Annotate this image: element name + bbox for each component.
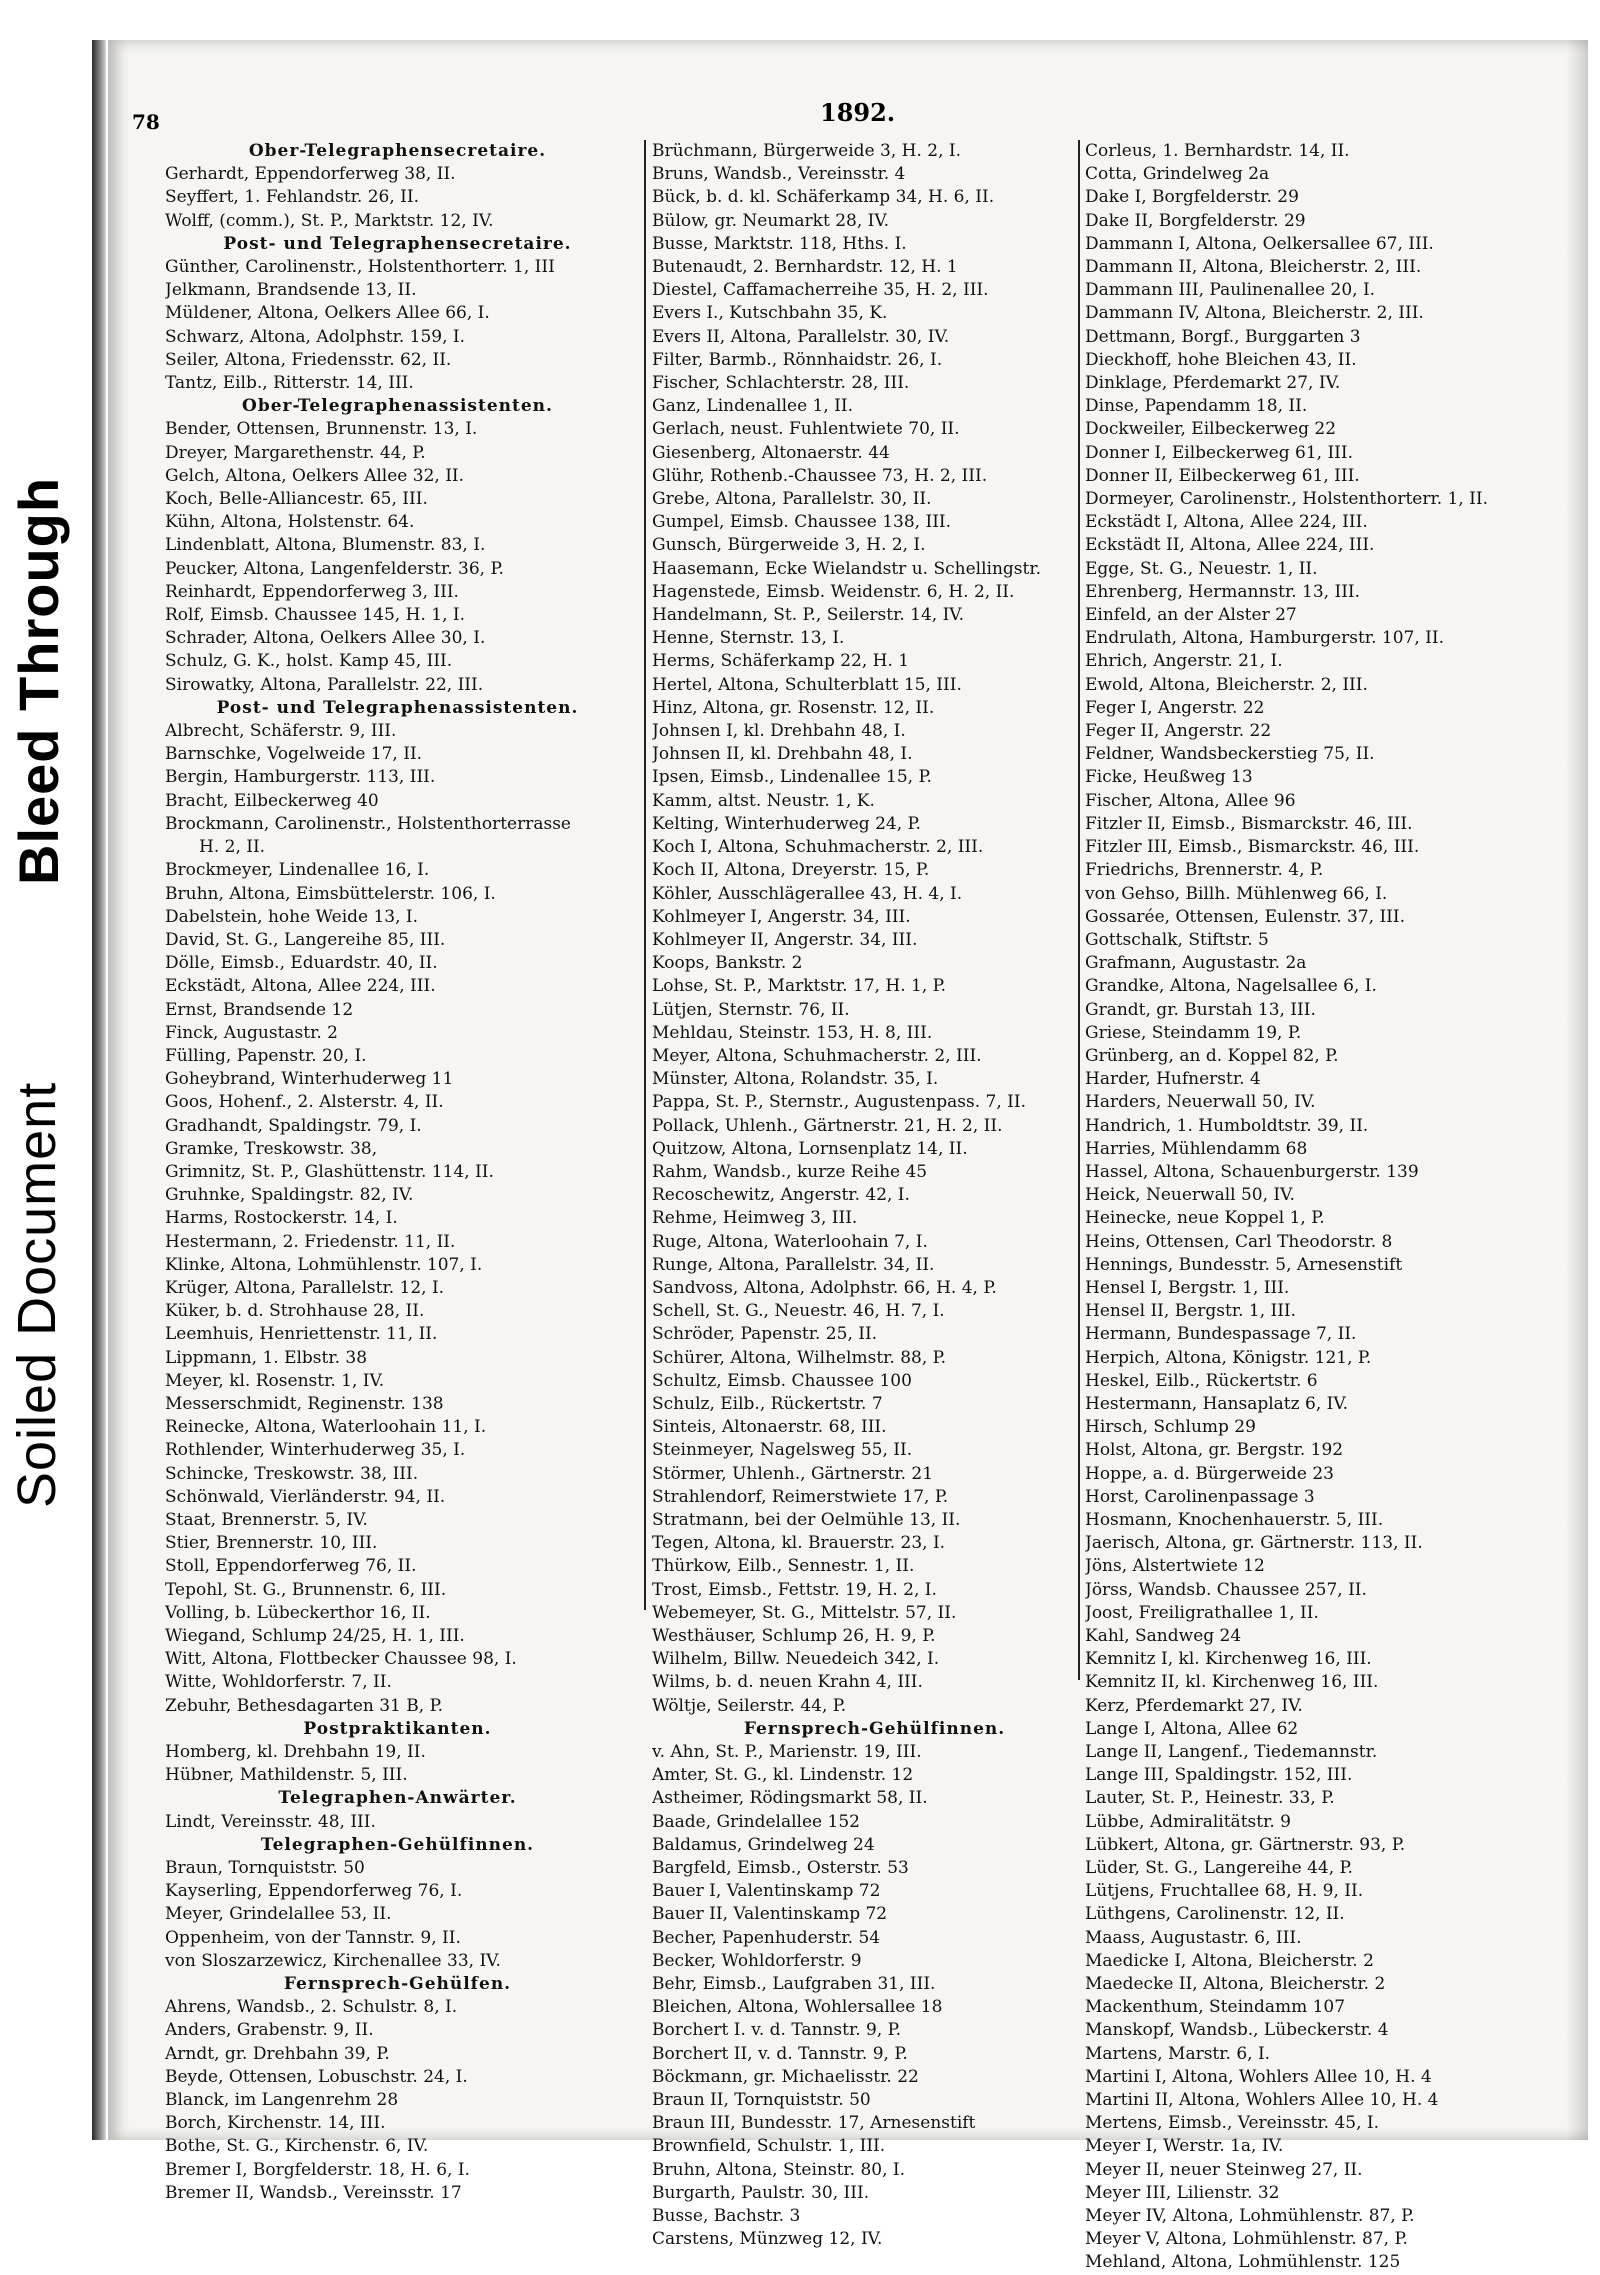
directory-entry: Meyer, Grindelallee 53, II. [165,1904,392,1925]
directory-entry: Messerschmidt, Reginenstr. 138 [165,1393,444,1414]
directory-entry: Busse, Marktstr. 118, Hths. I. [652,233,907,254]
directory-entry: Finck, Augustastr. 2 [165,1022,338,1043]
directory-entry: Koch I, Altona, Schuhmacherstr. 2, III. [652,837,984,858]
directory-entry: Dormeyer, Carolinenstr., Holstenthorterr. 1, II. [1085,489,1489,510]
directory-entry: Herms, Schäferkamp 22, H. 1 [652,651,910,672]
directory-entry: Bremer I, Borgfelderstr. 18, H. 6, I. [165,2159,470,2180]
directory-entry: Brownfield, Schulstr. 1, III. [652,2136,886,2157]
directory-entry: Störmer, Uhlenh., Gärtnerstr. 21 [652,1463,934,1484]
directory-entry: Steinmeyer, Nagelsweg 55, II. [652,1440,913,1461]
directory-entry: Hübner, Mathildenstr. 5, III. [165,1765,408,1786]
directory-entry: Handelmann, St. P., Seilerstr. 14, IV. [652,605,964,626]
directory-entry: Wöltje, Seilerstr. 44, P. [652,1695,847,1716]
directory-entry: Einfeld, an der Alster 27 [1085,605,1297,626]
section-heading: Telegraphen-Anwärter. [278,1788,517,1809]
section-heading: Ober-Telegraphensecretaire. [248,141,547,161]
directory-entry: Grandke, Altona, Nagelsallee 6, I. [1085,976,1377,997]
directory-entry: Thürkow, Eilb., Sennestr. 1, II. [652,1556,915,1577]
directory-entry: Rolf, Eimsb. Chaussee 145, H. 1, I. [165,605,465,626]
directory-entry: Harder, Hufnerstr. 4 [1085,1069,1261,1090]
directory-entry: Braun II, Tornquiststr. 50 [652,2090,871,2111]
directory-entry: Gossarée, Ottensen, Eulenstr. 37, III. [1085,906,1406,927]
directory-entry-continuation: H. 2, II. [199,837,266,858]
directory-entry: Jaerisch, Altona, gr. Gärtnerstr. 113, II. [1085,1533,1423,1554]
directory-entry: Haasemann, Ecke Wielandstr u. Schellingstr. [652,558,1041,579]
directory-entry: Lübbe, Admiralitätstr. 9 [1085,1811,1291,1832]
directory-entry: Trost, Eimsb., Fettstr. 19, H. 2, I. [652,1579,937,1600]
directory-entry: Dammann IV, Altona, Bleicherstr. 2, III. [1085,303,1424,324]
directory-entry: Schincke, Treskowstr. 38, III. [165,1463,419,1484]
directory-entry: Bülow, gr. Neumarkt 28, IV. [652,210,890,231]
directory-entry: Becker, Wohldorferstr. 9 [652,1950,862,1971]
directory-entry: Meyer, Altona, Schuhmacherstr. 2, III. [652,1045,982,1066]
directory-entry: Kohlmeyer II, Angerstr. 34, III. [652,929,918,950]
directory-entry: Meyer V, Altona, Lohmühlenstr. 87, P. [1085,2229,1408,2250]
directory-entry: Hermann, Bundespassage 7, II. [1085,1324,1357,1345]
directory-entry: Hinz, Altona, gr. Rosenstr. 12, II. [652,697,935,718]
directory-entry: Hagenstede, Eimsb. Weidenstr. 6, H. 2, II. [652,581,1015,602]
directory-entry: Heinecke, neue Koppel 1, P. [1085,1208,1325,1229]
directory-entry: Feldner, Wandsbeckerstieg 75, II. [1085,744,1375,765]
directory-entry: Diestel, Caffamacherreihe 35, H. 2, III. [652,280,989,301]
directory-entry: Lübkert, Altona, gr. Gärtnerstr. 93, P. [1085,1834,1406,1855]
directory-entry: Dieckhoff, hohe Bleichen 43, II. [1085,349,1357,370]
directory-entry: Gramke, Treskowstr. 38, [165,1138,378,1159]
directory-entry: Johnsen II, kl. Drehbahn 48, I. [652,744,913,765]
directory-entry: Heins, Ottensen, Carl Theodorstr. 8 [1085,1231,1393,1252]
directory-entry: Schrader, Altona, Oelkers Allee 30, I. [165,628,486,649]
directory-entry: Meyer, kl. Rosenstr. 1, IV. [165,1370,385,1391]
directory-entry: Klinke, Altona, Lohmühlenstr. 107, I. [165,1254,483,1275]
directory-entry: Lüthgens, Carolinenstr. 12, II. [1085,1904,1345,1925]
directory-entry: Mehland, Altona, Lohmühlenstr. 125 [1085,2252,1401,2273]
directory-entry: Horst, Carolinenpassage 3 [1085,1486,1315,1507]
directory-entry: Griese, Steindamm 19, P. [1085,1022,1302,1043]
directory-entry: Mehldau, Steinstr. 153, H. 8, III. [652,1022,933,1043]
column-rule-1 [644,140,646,1610]
directory-entry: von Sloszarzewicz, Kirchenallee 33, IV. [165,1950,501,1971]
page-year: 1892. [820,98,896,127]
directory-entry: Dammann II, Altona, Bleicherstr. 2, III. [1085,257,1422,278]
directory-entry: Braun III, Bundesstr. 17, Arnesenstift [652,2113,976,2134]
directory-entry: Bothe, St. G., Kirchenstr. 6, IV. [165,2136,429,2157]
directory-entry: Stier, Brennerstr. 10, III. [165,1533,378,1554]
directory-entry: Sandvoss, Altona, Adolphstr. 66, H. 4, P. [652,1277,997,1298]
directory-entry: Eckstädt, Altona, Allee 224, III. [165,976,436,997]
directory-entry: Egge, St. G., Neuestr. 1, II. [1085,558,1318,579]
directory-entry: Dockweiler, Eilbeckerweg 22 [1085,419,1337,440]
directory-entry: Busse, Bachstr. 3 [652,2206,801,2227]
directory-entry: Seyffert, 1. Fehlandstr. 26, II. [165,187,420,208]
directory-entry: Koops, Bankstr. 2 [652,953,803,974]
directory-entry: Kerz, Pferdemarkt 27, IV. [1085,1695,1303,1716]
directory-entry: Astheimer, Rödingsmarkt 58, II. [652,1788,928,1809]
directory-entry: Bleichen, Altona, Wohlersallee 18 [652,1997,943,2018]
directory-entry: Grandt, gr. Burstah 13, III. [1085,999,1316,1020]
section-heading: Postpraktikanten. [303,1718,492,1739]
directory-column-1 [165,140,630,2205]
book-spine-edge [92,40,106,2140]
directory-entry: Müldener, Altona, Oelkers Allee 66, I. [165,303,490,324]
directory-entry: Albrecht, Schäferstr. 9, III. [165,721,397,742]
directory-entry: Martini I, Altona, Wohlers Allee 10, H. 4 [1085,2066,1432,2087]
directory-entry: Kemnitz I, kl. Kirchenweg 16, III. [1085,1649,1372,1670]
directory-entry: Hensel II, Bergstr. 1, III. [1085,1301,1297,1322]
directory-entry: Küker, b. d. Strohhause 28, II. [165,1301,425,1322]
directory-entry: Jelkmann, Brandsende 13, II. [165,280,417,301]
directory-column-2 [652,140,1097,2251]
directory-entry: Filter, Barmb., Rönnhaidstr. 26, I. [652,349,943,370]
directory-entry: Böckmann, gr. Michaelisstr. 22 [652,2066,919,2087]
directory-entry: Witte, Wohldorferstr. 7, II. [165,1672,392,1693]
directory-entry: Seiler, Altona, Friedensstr. 62, II. [165,349,452,370]
directory-entry: Bruns, Wandsb., Vereinsstr. 4 [652,164,906,185]
directory-entry: Fischer, Altona, Allee 96 [1085,790,1296,811]
directory-entry: Heick, Neuerwall 50, IV. [1085,1185,1295,1206]
section-heading: Post- und Telegraphensecretaire. [223,233,572,254]
directory-entry: Tepohl, St. G., Brunnenstr. 6, III. [165,1579,447,1600]
directory-entry: Endrulath, Altona, Hamburgerstr. 107, II. [1085,628,1444,649]
directory-entry: Grünberg, an d. Koppel 82, P. [1085,1045,1339,1066]
directory-entry: Runge, Altona, Parallelstr. 34, II. [652,1254,935,1275]
directory-entry: Dake I, Borgfelderstr. 29 [1085,187,1299,208]
directory-entry: Fischer, Schlachterstr. 28, III. [652,373,910,394]
directory-entry: Heskel, Eilb., Rückertstr. 6 [1085,1370,1318,1391]
directory-entry: Hensel I, Bergstr. 1, III. [1085,1277,1290,1298]
directory-entry: Kemnitz II, kl. Kirchenweg 16, III. [1085,1672,1379,1693]
directory-entry: Braun, Tornquiststr. 50 [165,1858,365,1879]
directory-entry: Fitzler III, Eimsb., Bismarckstr. 46, III. [1085,837,1420,858]
directory-entry: Schulz, Eilb., Rückertstr. 7 [652,1393,883,1414]
directory-entry: Westhäuser, Schlump 26, H. 9, P. [652,1626,936,1646]
directory-entry: Homberg, kl. Drehbahn 19, II. [165,1742,426,1763]
directory-entry: Grafmann, Augustastr. 2a [1085,953,1307,974]
directory-entry: Sirowatky, Altona, Parallelstr. 22, III. [165,674,484,695]
directory-entry: Bruhn, Altona, Steinstr. 80, I. [652,2159,906,2180]
directory-entry: Gelch, Altona, Oelkers Allee 32, II. [165,465,465,486]
directory-entry: Donner II, Eilbeckerweg 61, III. [1085,465,1360,486]
directory-entry: Dammann I, Altona, Oelkersallee 67, III. [1085,233,1434,254]
directory-entry: Ahrens, Wandsb., 2. Schulstr. 8, I. [165,1997,458,2018]
directory-entry: Hoppe, a. d. Bürgerweide 23 [1085,1463,1334,1484]
directory-entry: Becher, Papenhuderstr. 54 [652,1927,881,1948]
directory-entry: Gradhandt, Spaldingstr. 79, I. [165,1115,422,1136]
directory-entry: Dabelstein, hohe Weide 13, I. [165,906,419,927]
directory-entry: Brockmann, Carolinenstr., Holstenthorterrasse [165,813,571,834]
directory-entry: Bargfeld, Eimsb., Osterstr. 53 [652,1858,909,1879]
directory-entry: Harms, Rostockerstr. 14, I. [165,1208,398,1229]
directory-entry: Baldamus, Grindelweg 24 [652,1834,875,1855]
directory-entry: Ehrich, Angerstr. 21, I. [1085,651,1283,672]
directory-entry: Dölle, Eimsb., Eduardstr. 40, II. [165,953,438,974]
directory-entry: Beyde, Ottensen, Lobuschstr. 24, I. [165,2066,468,2087]
directory-entry: Carstens, Münzweg 12, IV. [652,2229,883,2250]
directory-entry: Wolff, (comm.), St. P., Marktstr. 12, IV. [165,210,494,231]
directory-entry: von Gehso, Billh. Mühlenweg 66, I. [1085,883,1388,904]
directory-entry: Bauer II, Valentinskamp 72 [652,1904,888,1925]
section-heading: Fernsprech-Gehülfen. [283,1974,512,1995]
directory-entry: Dinse, Papendamm 18, II. [1085,396,1308,417]
directory-entry: Henne, Sternstr. 13, I. [652,628,845,649]
directory-entry: Schell, St. G., Neuestr. 46, H. 7, I. [652,1301,945,1322]
directory-entry: Krüger, Altona, Parallelstr. 12, I. [165,1277,445,1298]
directory-entry: Wiegand, Schlump 24/25, H. 1, III. [165,1626,465,1646]
directory-entry: Ehrenberg, Hermannstr. 13, III. [1085,581,1361,602]
directory-entry: Harders, Neuerwall 50, IV. [1085,1092,1316,1113]
page-shadow [1566,40,1588,2140]
directory-column-3 [1085,140,1555,2275]
directory-entry: Baade, Grindelallee 152 [652,1811,860,1832]
directory-entry: Lüder, St. G., Langereihe 44, P. [1085,1858,1353,1879]
directory-entry: Lohse, St. P., Marktstr. 17, H. 1, P. [652,976,947,997]
directory-entry: Mertens, Eimsb., Vereinsstr. 45, I. [1085,2113,1380,2134]
directory-entry: Butenaudt, 2. Bernhardstr. 12, H. 1 [652,257,958,278]
directory-entry: Leemhuis, Henriettenstr. 11, II. [165,1324,438,1345]
directory-entry: Donner I, Eilbeckerweg 61, III. [1085,442,1353,463]
directory-entry: Brüchmann, Bürgerweide 3, H. 2, I. [652,141,962,161]
bleed-through-label: Bleed Through [7,476,70,885]
directory-entry: Reinecke, Altona, Waterloohain 11, I. [165,1417,487,1438]
directory-entry: Stratmann, bei der Oelmühle 13, II. [652,1509,961,1530]
directory-entry: Stoll, Eppendorferweg 76, II. [165,1556,417,1577]
directory-entry: Schulz, G. K., holst. Kamp 45, III. [165,651,453,672]
directory-entry: Kohlmeyer I, Angerstr. 34, III. [652,906,911,927]
directory-entry: Meyer I, Werstr. 1a, IV. [1085,2136,1284,2157]
directory-entry: Eckstädt I, Altona, Allee 224, III. [1085,512,1368,533]
directory-entry: Jöns, Alstertwiete 12 [1085,1556,1265,1577]
directory-entry: Rahm, Wandsb., kurze Reihe 45 [652,1161,928,1182]
directory-entry: Zebuhr, Bethesdagarten 31 B, P. [165,1695,443,1716]
directory-entry: Bauer I, Valentinskamp 72 [652,1881,881,1902]
directory-entry: Quitzow, Altona, Lornsenplatz 14, II. [652,1138,968,1159]
directory-entry: Gruhnke, Spaldingstr. 82, IV. [165,1185,414,1206]
directory-entry: Maedicke I, Altona, Bleicherstr. 2 [1085,1950,1374,1971]
directory-entry: Ernst, Brandsende 12 [165,999,354,1020]
directory-entry: Manskopf, Wandsb., Lübeckerstr. 4 [1085,2020,1389,2041]
directory-entry: Ipsen, Eimsb., Lindenallee 15, P. [652,767,932,788]
section-heading: Ober-Telegraphenassistenten. [242,396,553,417]
directory-entry: Cotta, Grindelweg 2a [1085,164,1270,185]
directory-entry: Grebe, Altona, Parallelstr. 30, II. [652,489,932,510]
directory-entry: Köhler, Ausschlägerallee 43, H. 4, I. [652,883,963,904]
directory-entry: Brockmeyer, Lindenallee 16, I. [165,860,430,881]
directory-entry: Recoschewitz, Angerstr. 42, I. [652,1185,910,1206]
directory-entry: Dettmann, Borgf., Burggarten 3 [1085,326,1361,347]
directory-entry: Gerlach, neust. Fuhlentwiete 70, II. [652,419,960,440]
directory-entry: Harries, Mühlendamm 68 [1085,1138,1308,1159]
directory-entry: Maedecke II, Altona, Bleicherstr. 2 [1085,1974,1386,1995]
directory-entry: Oppenheim, von der Tannstr. 9, II. [165,1927,461,1948]
directory-entry: Sinteis, Altonaerstr. 68, III. [652,1417,887,1438]
directory-entry: Witt, Altona, Flottbecker Chaussee 98, I. [165,1649,517,1670]
directory-entry: Feger I, Angerstr. 22 [1085,697,1265,718]
directory-entry: Reinhardt, Eppendorferweg 3, III. [165,581,459,602]
directory-entry: Johnsen I, kl. Drehbahn 48, I. [652,721,906,742]
directory-entry: Dammann III, Paulinenallee 20, I. [1085,280,1376,301]
directory-entry: Lütjens, Fruchtallee 68, H. 9, II. [1085,1881,1364,1902]
directory-entry: Bender, Ottensen, Brunnenstr. 13, I. [165,419,478,440]
directory-entry: Schwarz, Altona, Adolphstr. 159, I. [165,326,466,347]
directory-entry: Bracht, Eilbeckerweg 40 [165,790,379,811]
directory-entry: Lippmann, 1. Elbstr. 38 [165,1347,368,1368]
directory-entry: Koch II, Altona, Dreyerstr. 15, P. [652,860,930,881]
directory-entry: Hennings, Bundesstr. 5, Arnesenstift [1085,1254,1403,1275]
directory-entry: Kelting, Winterhuderweg 24, P. [652,813,921,834]
page-number: 78 [132,110,160,134]
directory-entry: Lange III, Spaldingstr. 152, III. [1085,1765,1353,1786]
directory-entry: Tegen, Altona, kl. Brauerstr. 23, I. [652,1533,946,1554]
directory-entry: Joost, Freiligrathallee 1, II. [1085,1602,1319,1623]
directory-entry: Meyer II, neuer Steinweg 27, II. [1085,2159,1363,2180]
directory-entry: Giesenberg, Altonaerstr. 44 [652,442,890,463]
side-stamp [0,0,70,2177]
directory-entry: Amter, St. G., kl. Lindenstr. 12 [652,1765,914,1786]
directory-entry: Kahl, Sandweg 24 [1085,1626,1242,1646]
directory-entry: Fülling, Papenstr. 20, I. [165,1045,367,1066]
directory-entry: Meyer IV, Altona, Lohmühlenstr. 87, P. [1085,2206,1415,2227]
directory-entry: Kayserling, Eppendorferweg 76, I. [165,1881,463,1902]
directory-entry: Hirsch, Schlump 29 [1085,1417,1256,1438]
directory-entry: Kühn, Altona, Holstenstr. 64. [165,512,415,533]
directory-entry: Martini II, Altona, Wohlers Allee 10, H. 4 [1085,2090,1439,2111]
directory-entry: Dinklage, Pferdemarkt 27, IV. [1085,373,1341,394]
directory-entry: Borchert I. v. d. Tannstr. 9, P. [652,2020,902,2041]
directory-entry: Anders, Grabenstr. 9, II. [165,2020,374,2041]
directory-entry: Rothlender, Winterhuderweg 35, I. [165,1440,466,1461]
directory-entry: Rehme, Heimweg 3, III. [652,1208,858,1229]
directory-entry: Handrich, 1. Humboldtstr. 39, II. [1085,1115,1369,1136]
directory-entry: Hosmann, Knochenhauerstr. 5, III. [1085,1509,1384,1530]
directory-entry: Koch, Belle-Alliancestr. 65, III. [165,489,428,510]
directory-entry: Glühr, Rothenb.-Chaussee 73, H. 2, III. [652,465,988,486]
directory-entry: Herpich, Altona, Königstr. 121, P. [1085,1347,1372,1368]
directory-entry: David, St. G., Langereihe 85, III. [165,929,446,950]
directory-entry: Strahlendorf, Reimerstwiete 17, P. [652,1486,949,1507]
directory-entry: Hertel, Altona, Schulterblatt 15, III. [652,674,962,695]
directory-entry: Gunsch, Bürgerweide 3, H. 2, I. [652,535,926,556]
directory-entry: Ficke, Heußweg 13 [1085,767,1253,788]
directory-entry: Webemeyer, St. G., Mittelstr. 57, II. [652,1602,957,1623]
directory-entry: Meyer III, Lilienstr. 32 [1085,2182,1280,2203]
directory-entry: Blanck, im Langenrehm 28 [165,2090,399,2111]
directory-entry: Wilhelm, Billw. Neuedeich 342, I. [652,1649,940,1670]
directory-entry: Dake II, Borgfelderstr. 29 [1085,210,1306,231]
directory-entry: Lange II, Langenf., Tiedemannstr. [1085,1742,1378,1763]
directory-entry: Arndt, gr. Drehbahn 39, P. [165,2043,390,2064]
directory-entry: Burgarth, Paulstr. 30, III. [652,2182,870,2203]
directory-entry: Dreyer, Margarethenstr. 44, P. [165,442,426,463]
directory-entry: Peucker, Altona, Langenfelderstr. 36, P. [165,558,504,579]
directory-entry: Gottschalk, Stiftstr. 5 [1085,929,1269,950]
directory-entry: Kamm, altst. Neustr. 1, K. [652,790,875,811]
directory-entry: Lange I, Altona, Allee 62 [1085,1718,1299,1739]
directory-entry: Ganz, Lindenallee 1, II. [652,396,853,417]
directory-entry: Hestermann, 2. Friedenstr. 11, II. [165,1231,456,1252]
directory-entry: Evers II, Altona, Parallelstr. 30, IV. [652,326,950,347]
directory-entry: Lindt, Vereinsstr. 48, III. [165,1811,376,1832]
directory-entry: Fitzler II, Eimsb., Bismarckstr. 46, III. [1085,813,1413,834]
directory-entry: Schürer, Altona, Wilhelmstr. 88, P. [652,1347,947,1368]
directory-entry: Friedrichs, Brennerstr. 4, P. [1085,860,1324,881]
directory-entry: Schultz, Eimsb. Chaussee 100 [652,1370,912,1391]
directory-entry: Wilms, b. d. neuen Krahn 4, III. [652,1672,923,1693]
directory-entry: Lauter, St. P., Heinestr. 33, P. [1085,1788,1335,1809]
directory-entry: Goos, Hohenf., 2. Alsterstr. 4, II. [165,1092,444,1113]
directory-entry: Hestermann, Hansaplatz 6, IV. [1085,1393,1349,1414]
directory-entry: Gumpel, Eimsb. Chaussee 138, III. [652,512,952,533]
section-heading: Post- und Telegraphenassistenten. [216,697,579,718]
directory-entry: Günther, Carolinenstr., Holstenthorterr. 1, III [165,257,555,278]
directory-entry: Evers I., Kutschbahn 35, K. [652,303,888,324]
directory-entry: Hassel, Altona, Schauenburgerstr. 139 [1085,1161,1419,1182]
directory-entry: Mackenthum, Steindamm 107 [1085,1997,1346,2018]
directory-entry: Behr, Eimsb., Laufgraben 31, III. [652,1974,936,1995]
directory-entry: Bremer II, Wandsb., Vereinsstr. 17 [165,2182,462,2203]
directory-entry: Barnschke, Vogelweide 17, II. [165,744,423,765]
directory-entry: v. Ahn, St. P., Marienstr. 19, III. [652,1742,922,1763]
directory-entry: Ruge, Altona, Waterloohain 7, I. [652,1231,928,1252]
directory-entry: Jörss, Wandsb. Chaussee 257, II. [1085,1579,1367,1600]
directory-entry: Eckstädt II, Altona, Allee 224, III. [1085,535,1375,556]
directory-entry: Staat, Brennerstr. 5, IV. [165,1509,368,1530]
directory-entry: Pollack, Uhlenh., Gärtnerstr. 21, H. 2, II. [652,1115,1003,1136]
directory-entry: Feger II, Angerstr. 22 [1085,721,1272,742]
directory-entry: Schröder, Papenstr. 25, II. [652,1324,878,1345]
directory-entry: Bück, b. d. kl. Schäferkamp 34, H. 6, II. [652,187,995,208]
directory-entry: Lindenblatt, Altona, Blumenstr. 83, I. [165,535,486,556]
directory-entry: Grimnitz, St. P., Glashüttenstr. 114, II. [165,1161,494,1182]
directory-entry: Schönwald, Vierländerstr. 94, II. [165,1486,446,1507]
directory-entry: Bruhn, Altona, Eimsbüttelerstr. 106, I. [165,883,496,904]
directory-entry: Ewold, Altona, Bleicherstr. 2, III. [1085,674,1368,695]
directory-entry: Pappa, St. P., Sternstr., Augustenpass. 7, II. [652,1092,1026,1113]
directory-entry: Lütjen, Sternstr. 76, II. [652,999,850,1020]
soiled-document-label: Soiled Document [7,1081,67,1508]
directory-entry: Bergin, Hamburgerstr. 113, III. [165,767,436,788]
directory-entry: Martens, Marstr. 6, I. [1085,2043,1271,2064]
directory-entry: Münster, Altona, Rolandstr. 35, I. [652,1069,939,1090]
directory-entry: Tantz, Eilb., Ritterstr. 14, III. [165,373,414,394]
directory-entry: Volling, b. Lübeckerthor 16, II. [165,1602,431,1623]
section-heading: Fernsprech-Gehülfinnen. [743,1718,1006,1739]
directory-entry: Borchert II, v. d. Tannstr. 9, P. [652,2043,908,2064]
directory-entry: Holst, Altona, gr. Bergstr. 192 [1085,1440,1344,1461]
directory-entry: Borch, Kirchenstr. 14, III. [165,2113,386,2134]
section-heading: Telegraphen-Gehülfinnen. [260,1834,535,1855]
directory-entry: Gerhardt, Eppendorferweg 38, II. [165,164,456,185]
directory-entry: Corleus, 1. Bernhardstr. 14, II. [1085,141,1350,161]
directory-entry: Goheybrand, Winterhuderweg 11 [165,1069,454,1090]
directory-entry: Maass, Augustastr. 6, III. [1085,1927,1302,1948]
